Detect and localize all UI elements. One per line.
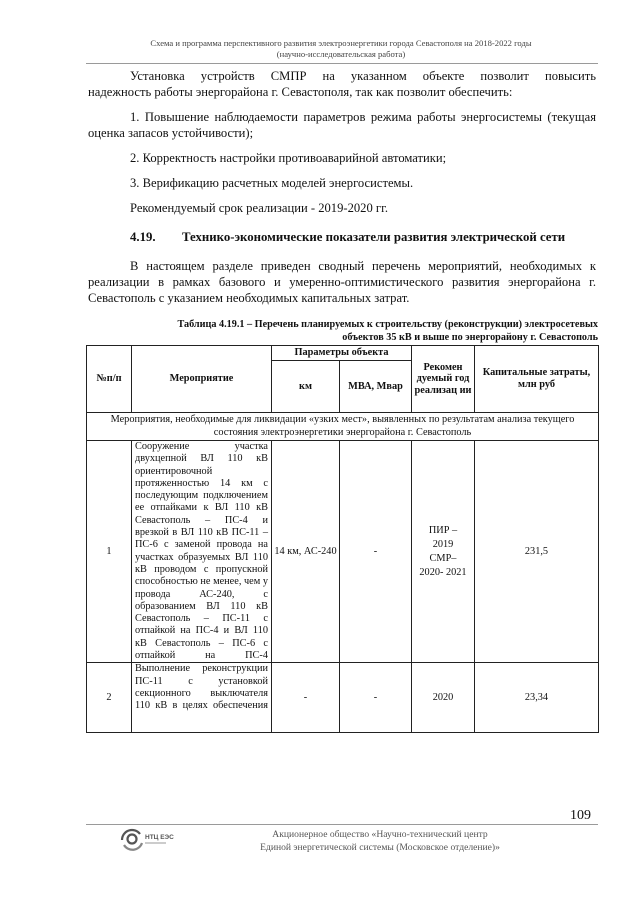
list-item-3: 3. Верификацию расчетных моделей энергосистемы. (130, 176, 414, 190)
table-caption (86, 319, 598, 344)
intro-paragraph-line1: Установка устройств СМПР на указанном объекте позволит повысить (130, 69, 596, 83)
page-footer (230, 829, 530, 854)
header-subtitle: (научно-исследовательская работа) (276, 49, 406, 59)
row-number: 2 (87, 663, 132, 733)
header-mva: МВА, Мвар (340, 361, 412, 413)
company-logo (118, 826, 174, 854)
measures-table (86, 345, 599, 733)
header-divider (86, 63, 598, 64)
header-measure: Мероприятие (132, 346, 272, 413)
header-capex: Капитальные затраты, млн руб (475, 346, 599, 413)
row-km: 14 км, АС-240 (272, 441, 340, 663)
table-row (87, 663, 599, 733)
logo-emblem-icon (122, 830, 142, 850)
page-header (86, 38, 596, 60)
table-caption-line2: объектов 35 кВ и выше по энергорайону г. Севастополь (342, 331, 598, 343)
document-body (88, 68, 596, 306)
header-km: км (272, 361, 340, 413)
row-year: 2020 (412, 663, 475, 733)
section-number: 4.19. (130, 230, 156, 244)
row-capex: 231,5 (475, 441, 599, 663)
section-paragraph: В настоящем разделе приведен сводный перечень мероприятий, необходимых к реализации в рамках базового и умеренно-оптимистического развития энергорайона г. Севастополь с указанием необходимых капитальных затрат. (88, 258, 596, 305)
row-km: - (272, 663, 340, 733)
page-number: 109 (570, 808, 591, 823)
footer-line1: Акционерное общество «Научно-технический центр (272, 829, 488, 840)
deadline-text: Рекомендуемый срок реализации - 2019-2020 гг. (130, 201, 388, 215)
header-year: Рекомен дуемый год реализац ии (412, 346, 475, 413)
table-row (87, 441, 599, 663)
intro-paragraph-line2: надежность работы энергорайона г. Севастополя, так как позволит обеспечить: (88, 85, 513, 99)
row-mva: - (340, 663, 412, 733)
row-number: 1 (87, 441, 132, 663)
group-note: Мероприятия, необходимые для ликвидации «узких мест», выявленных по результатам анализа текущего состояния электроэнергетики энергорайона г. Севастополь (87, 413, 599, 441)
table-caption-line1: Таблица 4.19.1 – Перечень планируемых к строительству (реконструкции) электросетевых (177, 319, 598, 330)
row-capex: 23,34 (475, 663, 599, 733)
row-mva: - (340, 441, 412, 663)
header-params: Параметры объекта (272, 346, 412, 361)
list-item-2: 2. Корректность настройки противоаварийной автоматики; (130, 151, 447, 165)
table-group-row (87, 413, 599, 441)
list-item-1: 1. Повышение наблюдаемости параметров режима работы энергосистемы (текущая оценка запасов устойчивости); (88, 110, 596, 140)
footer-line2: Единой энергетической системы (Московское отделение)» (260, 841, 500, 853)
logo-text: НТЦ ЕЭС (145, 834, 174, 841)
row-measure: Сооружение участка двухцепной ВЛ 110 кВ ориентировочной протяженностью 14 км с последующим подключением ее отпайками к ВЛ 110 кВ Севастополь – ПС-4 и врезкой в ВЛ 110 кВ ПС-11 – ПС-6 с заменой провода на участках образуемых ВЛ 110 кВ проводом с пропускной способностью не менее, чем у провода АС-240, с образованием ВЛ 110 кВ Севастополь – ПС-11 с отпайкой на ПС-4 и ВЛ 110 кВ Севастополь – ПС-6 с отпайкой на ПС-4 (132, 441, 272, 663)
header-num: №п/п (87, 346, 132, 413)
section-heading (88, 229, 596, 245)
row-measure: Выполнение реконструкции ПС-11 с установкой секционного выключателя 110 кВ в целях обеспечения (132, 663, 272, 733)
section-title: Технико-экономические показатели развития электрической сети (182, 230, 566, 244)
footer-divider (86, 824, 598, 825)
row-year: ПИР – 2019 СМР– 2020- 2021 (412, 441, 475, 663)
header-title: Схема и программа перспективного развития электроэнергетики города Севастополя на 2018-2022 годы (150, 38, 532, 48)
